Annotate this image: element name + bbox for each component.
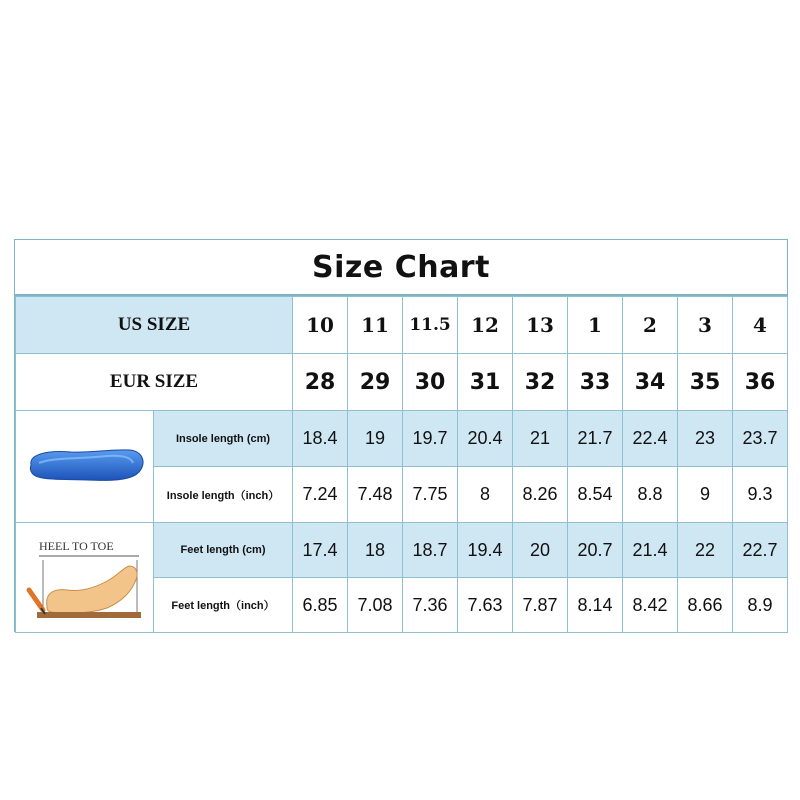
insole-icon — [23, 439, 147, 495]
us-size-cell: 13 — [513, 297, 568, 354]
eur-size-cell: 32 — [513, 354, 568, 411]
insole-inch-cell: 8.26 — [513, 467, 568, 523]
feet-cm-cell: 20 — [513, 523, 568, 578]
feet-inch-cell: 8.9 — [733, 578, 788, 633]
us-size-cell: 10 — [293, 297, 348, 354]
eur-size-row — [16, 354, 788, 411]
feet-cm-label: Feet length (cm) — [154, 523, 293, 578]
eur-size-cell: 34 — [623, 354, 678, 411]
feet-inch-cell: 7.36 — [403, 578, 458, 633]
eur-size-cell: 30 — [403, 354, 458, 411]
us-size-cell: 11.5 — [403, 297, 458, 354]
insole-cm-cell: 20.4 — [458, 411, 513, 467]
feet-inch-cell: 7.08 — [348, 578, 403, 633]
us-size-cell: 3 — [678, 297, 733, 354]
insole-cm-cell: 18.4 — [293, 411, 348, 467]
feet-cm-cell: 21.4 — [623, 523, 678, 578]
feet-cm-cell: 20.7 — [568, 523, 623, 578]
insole-inch-cell: 7.48 — [348, 467, 403, 523]
feet-inch-cell: 6.85 — [293, 578, 348, 633]
feet-cm-cell: 17.4 — [293, 523, 348, 578]
feet-cm-cell: 18 — [348, 523, 403, 578]
feet-cm-cell: 18.7 — [403, 523, 458, 578]
eur-size-cell: 35 — [678, 354, 733, 411]
feet-inch-cell: 8.66 — [678, 578, 733, 633]
feet-inch-cell: 7.63 — [458, 578, 513, 633]
feet-cm-cell: 19.4 — [458, 523, 513, 578]
insole-cm-cell: 21 — [513, 411, 568, 467]
feet-cm-cell: 22.7 — [733, 523, 788, 578]
feet-cm-row — [16, 523, 788, 578]
us-size-label: US SIZE — [16, 297, 293, 354]
insole-inch-cell: 9 — [678, 467, 733, 523]
insole-cm-cell: 23 — [678, 411, 733, 467]
title-row — [15, 240, 787, 296]
eur-size-cell: 29 — [348, 354, 403, 411]
insole-inch-cell: 8 — [458, 467, 513, 523]
feet-cm-cell: 22 — [678, 523, 733, 578]
us-size-cell: 12 — [458, 297, 513, 354]
insole-inch-cell: 8.8 — [623, 467, 678, 523]
insole-inch-cell: 7.24 — [293, 467, 348, 523]
eur-size-label: EUR SIZE — [16, 354, 293, 411]
us-size-cell: 4 — [733, 297, 788, 354]
foot-caption: HEEL TO TOE — [38, 538, 114, 553]
feet-inch-cell: 7.87 — [513, 578, 568, 633]
insole-cm-cell: 19.7 — [403, 411, 458, 467]
eur-size-cell: 33 — [568, 354, 623, 411]
size-table — [15, 296, 788, 633]
insole-inch-cell: 7.75 — [403, 467, 458, 523]
insole-inch-label: Insole length（inch） — [154, 467, 293, 523]
insole-cm-row — [16, 411, 788, 467]
insole-inch-cell: 8.54 — [568, 467, 623, 523]
insole-cm-cell: 21.7 — [568, 411, 623, 467]
feet-inch-cell: 8.14 — [568, 578, 623, 633]
insole-cm-label: Insole length (cm) — [154, 411, 293, 467]
insole-image-cell — [16, 411, 154, 523]
eur-size-cell: 28 — [293, 354, 348, 411]
us-size-row — [16, 297, 788, 354]
foot-measure-icon — [23, 530, 147, 626]
us-size-cell: 11 — [348, 297, 403, 354]
eur-size-cell: 31 — [458, 354, 513, 411]
foot-image-cell — [16, 523, 154, 633]
eur-size-cell: 36 — [733, 354, 788, 411]
us-size-cell: 2 — [623, 297, 678, 354]
insole-cm-cell: 22.4 — [623, 411, 678, 467]
size-chart — [14, 239, 788, 632]
chart-title: Size Chart — [312, 249, 490, 285]
insole-cm-cell: 19 — [348, 411, 403, 467]
feet-inch-label: Feet length（inch） — [154, 578, 293, 633]
insole-cm-cell: 23.7 — [733, 411, 788, 467]
feet-inch-cell: 8.42 — [623, 578, 678, 633]
insole-inch-cell: 9.3 — [733, 467, 788, 523]
us-size-cell: 1 — [568, 297, 623, 354]
